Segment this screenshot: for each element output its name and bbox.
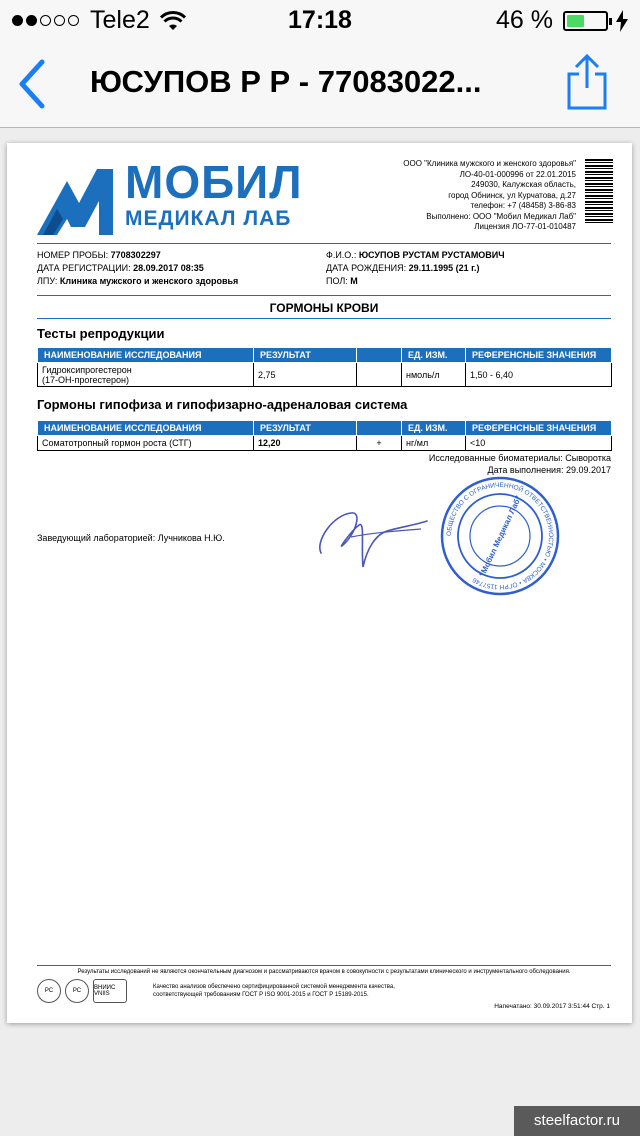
col-header-name: НАИМЕНОВАНИЕ ИССЛЕДОВАНИЯ xyxy=(38,421,254,436)
logo-emblem-icon xyxy=(37,161,117,241)
table-row xyxy=(38,436,612,451)
results-table-reproduction xyxy=(37,347,612,387)
test-name: Гидроксипрогестерон (17-ОН-прогестерон) xyxy=(38,363,254,387)
lab-info xyxy=(403,159,576,233)
barcode xyxy=(585,159,613,223)
printed-date: Напечатано: 30.09.2017 3:51:44 Стр. 1 xyxy=(494,1003,610,1010)
results-table-pituitary xyxy=(37,420,612,451)
lab-info-line: 249030, Калужская область, xyxy=(471,180,576,189)
lab-info-line: ООО "Клиника мужского и женского здоровья" xyxy=(403,159,576,168)
test-ref: 1,50 - 6,40 xyxy=(466,363,612,387)
back-chevron-icon[interactable] xyxy=(14,58,54,110)
biomaterials: Исследованные биоматериалы: Сыворотка xyxy=(428,453,611,463)
meta-patient-name: Ф.И.О.: ЮСУПОВ РУСТАМ РУСТАМОВИЧ xyxy=(326,250,505,260)
signature xyxy=(311,501,431,576)
lab-seal-stamp xyxy=(439,475,561,597)
lab-info-line: Лицензия ЛО-77-01-010487 xyxy=(474,222,576,231)
carrier-name: Tele2 xyxy=(90,6,150,34)
meta-sample-number: НОМЕР ПРОБЫ: 7708302297 xyxy=(37,250,161,260)
meta-right xyxy=(326,249,505,288)
col-header-result: РЕЗУЛЬТАТ xyxy=(254,421,357,436)
table-row xyxy=(38,363,612,387)
svg-text:ОБЩЕСТВО С ОГРАНИЧЕННОЙ ОТВЕТС: ОБЩЕСТВО С ОГРАНИЧЕННОЙ ОТВЕТСТВЕННОСТЬЮ • МОСКВА • ОГРН 1157746 xyxy=(445,481,555,591)
lab-info-line: телефон: +7 (48458) 3-86-83 xyxy=(470,201,576,210)
test-name: Соматотропный гормон роста (СТГ) xyxy=(38,436,254,451)
section-title: ГОРМОНЫ КРОВИ xyxy=(269,301,379,315)
table-header-row xyxy=(38,348,612,363)
charging-bolt-icon xyxy=(616,10,628,32)
head-of-lab: Заведующий лабораторией: Лучникова Н.Ю. xyxy=(37,533,225,543)
meta-left xyxy=(37,249,238,288)
footer-disclaimer: Результаты исследований не являются окончательным диагнозом и рассматриваются врачом в совокупности с результатами клинического и инструментального обследования. xyxy=(77,969,571,975)
battery-percent: 46 % xyxy=(496,6,553,34)
group-title-pituitary: Гормоны гипофиза и гипофизарно-адреналовая система xyxy=(37,397,408,412)
test-result: 12,20 xyxy=(254,436,357,451)
col-header-flag xyxy=(357,348,402,363)
group-title-reproduction: Тесты репродукции xyxy=(37,326,165,341)
col-header-name: НАИМЕНОВАНИЕ ИССЛЕДОВАНИЯ xyxy=(38,348,254,363)
test-ref: <10 xyxy=(466,436,612,451)
footer-rule xyxy=(37,965,611,966)
col-header-ref: РЕФЕРЕНСНЫЕ ЗНАЧЕНИЯ xyxy=(466,348,612,363)
nav-title: ЮСУПОВ Р Р - 77083022... xyxy=(90,64,482,99)
cert-logo-icon: РС xyxy=(37,979,61,1003)
meta-registration-date: ДАТА РЕГИСТРАЦИИ: 28.09.2017 08:35 xyxy=(37,263,204,273)
status-bar xyxy=(0,0,640,40)
share-icon[interactable] xyxy=(563,54,611,110)
section-rule-top xyxy=(37,295,611,296)
lab-logo xyxy=(37,157,327,237)
meta-sex: ПОЛ: М xyxy=(326,276,358,286)
svg-text:"Мобил Медикал Лаб": "Мобил Медикал Лаб" xyxy=(477,494,524,579)
test-unit: нг/мл xyxy=(402,436,466,451)
meta-birth-date: ДАТА РОЖДЕНИЯ: 29.11.1995 (21 г.) xyxy=(326,263,480,273)
quality-note: Качество анализов обеспечено сертифицированной системой менеджмента качества, соответствующей требованиям ГОСТ Р ISO 9001-2015 и ГОСТ Р 15189-2015. xyxy=(153,984,395,998)
battery-icon xyxy=(563,11,608,31)
header-rule xyxy=(37,243,611,244)
lab-info-line: город Обнинск, ул Курчатова, д.27 xyxy=(448,190,576,200)
test-result: 2,75 xyxy=(254,363,357,387)
test-flag xyxy=(357,363,402,387)
logo-line2: МЕДИКАЛ ЛАБ xyxy=(125,207,292,230)
logo-line1: МОБИЛ xyxy=(125,156,303,208)
test-unit: нмоль/л xyxy=(402,363,466,387)
certification-logos xyxy=(37,979,131,1003)
nav-bar xyxy=(0,40,640,128)
section-rule-bottom xyxy=(37,318,611,319)
done-date: Дата выполнения: 29.09.2017 xyxy=(487,465,611,475)
test-flag: + xyxy=(357,436,402,451)
col-header-unit: ЕД. ИЗМ. xyxy=(402,421,466,436)
table-header-row xyxy=(38,421,612,436)
cert-logo-icon: ВНИИС VNIIS xyxy=(93,979,127,1003)
col-header-result: РЕЗУЛЬТАТ xyxy=(254,348,357,363)
watermark: steelfactor.ru xyxy=(514,1106,640,1136)
lab-report-document[interactable] xyxy=(7,143,632,1023)
status-right xyxy=(496,6,628,35)
lab-info-line: Выполнено: ООО "Мобил Медикал Лаб" xyxy=(426,211,576,221)
col-header-unit: ЕД. ИЗМ. xyxy=(402,348,466,363)
status-time: 17:18 xyxy=(288,6,352,34)
col-header-ref: РЕФЕРЕНСНЫЕ ЗНАЧЕНИЯ xyxy=(466,421,612,436)
meta-clinic: ЛПУ: Клиника мужского и женского здоровья xyxy=(37,276,239,286)
cert-logo-icon: РС xyxy=(65,979,89,1003)
col-header-flag xyxy=(357,421,402,436)
lab-info-line: ЛО-40-01-000996 от 22.01.2015 xyxy=(459,169,576,179)
